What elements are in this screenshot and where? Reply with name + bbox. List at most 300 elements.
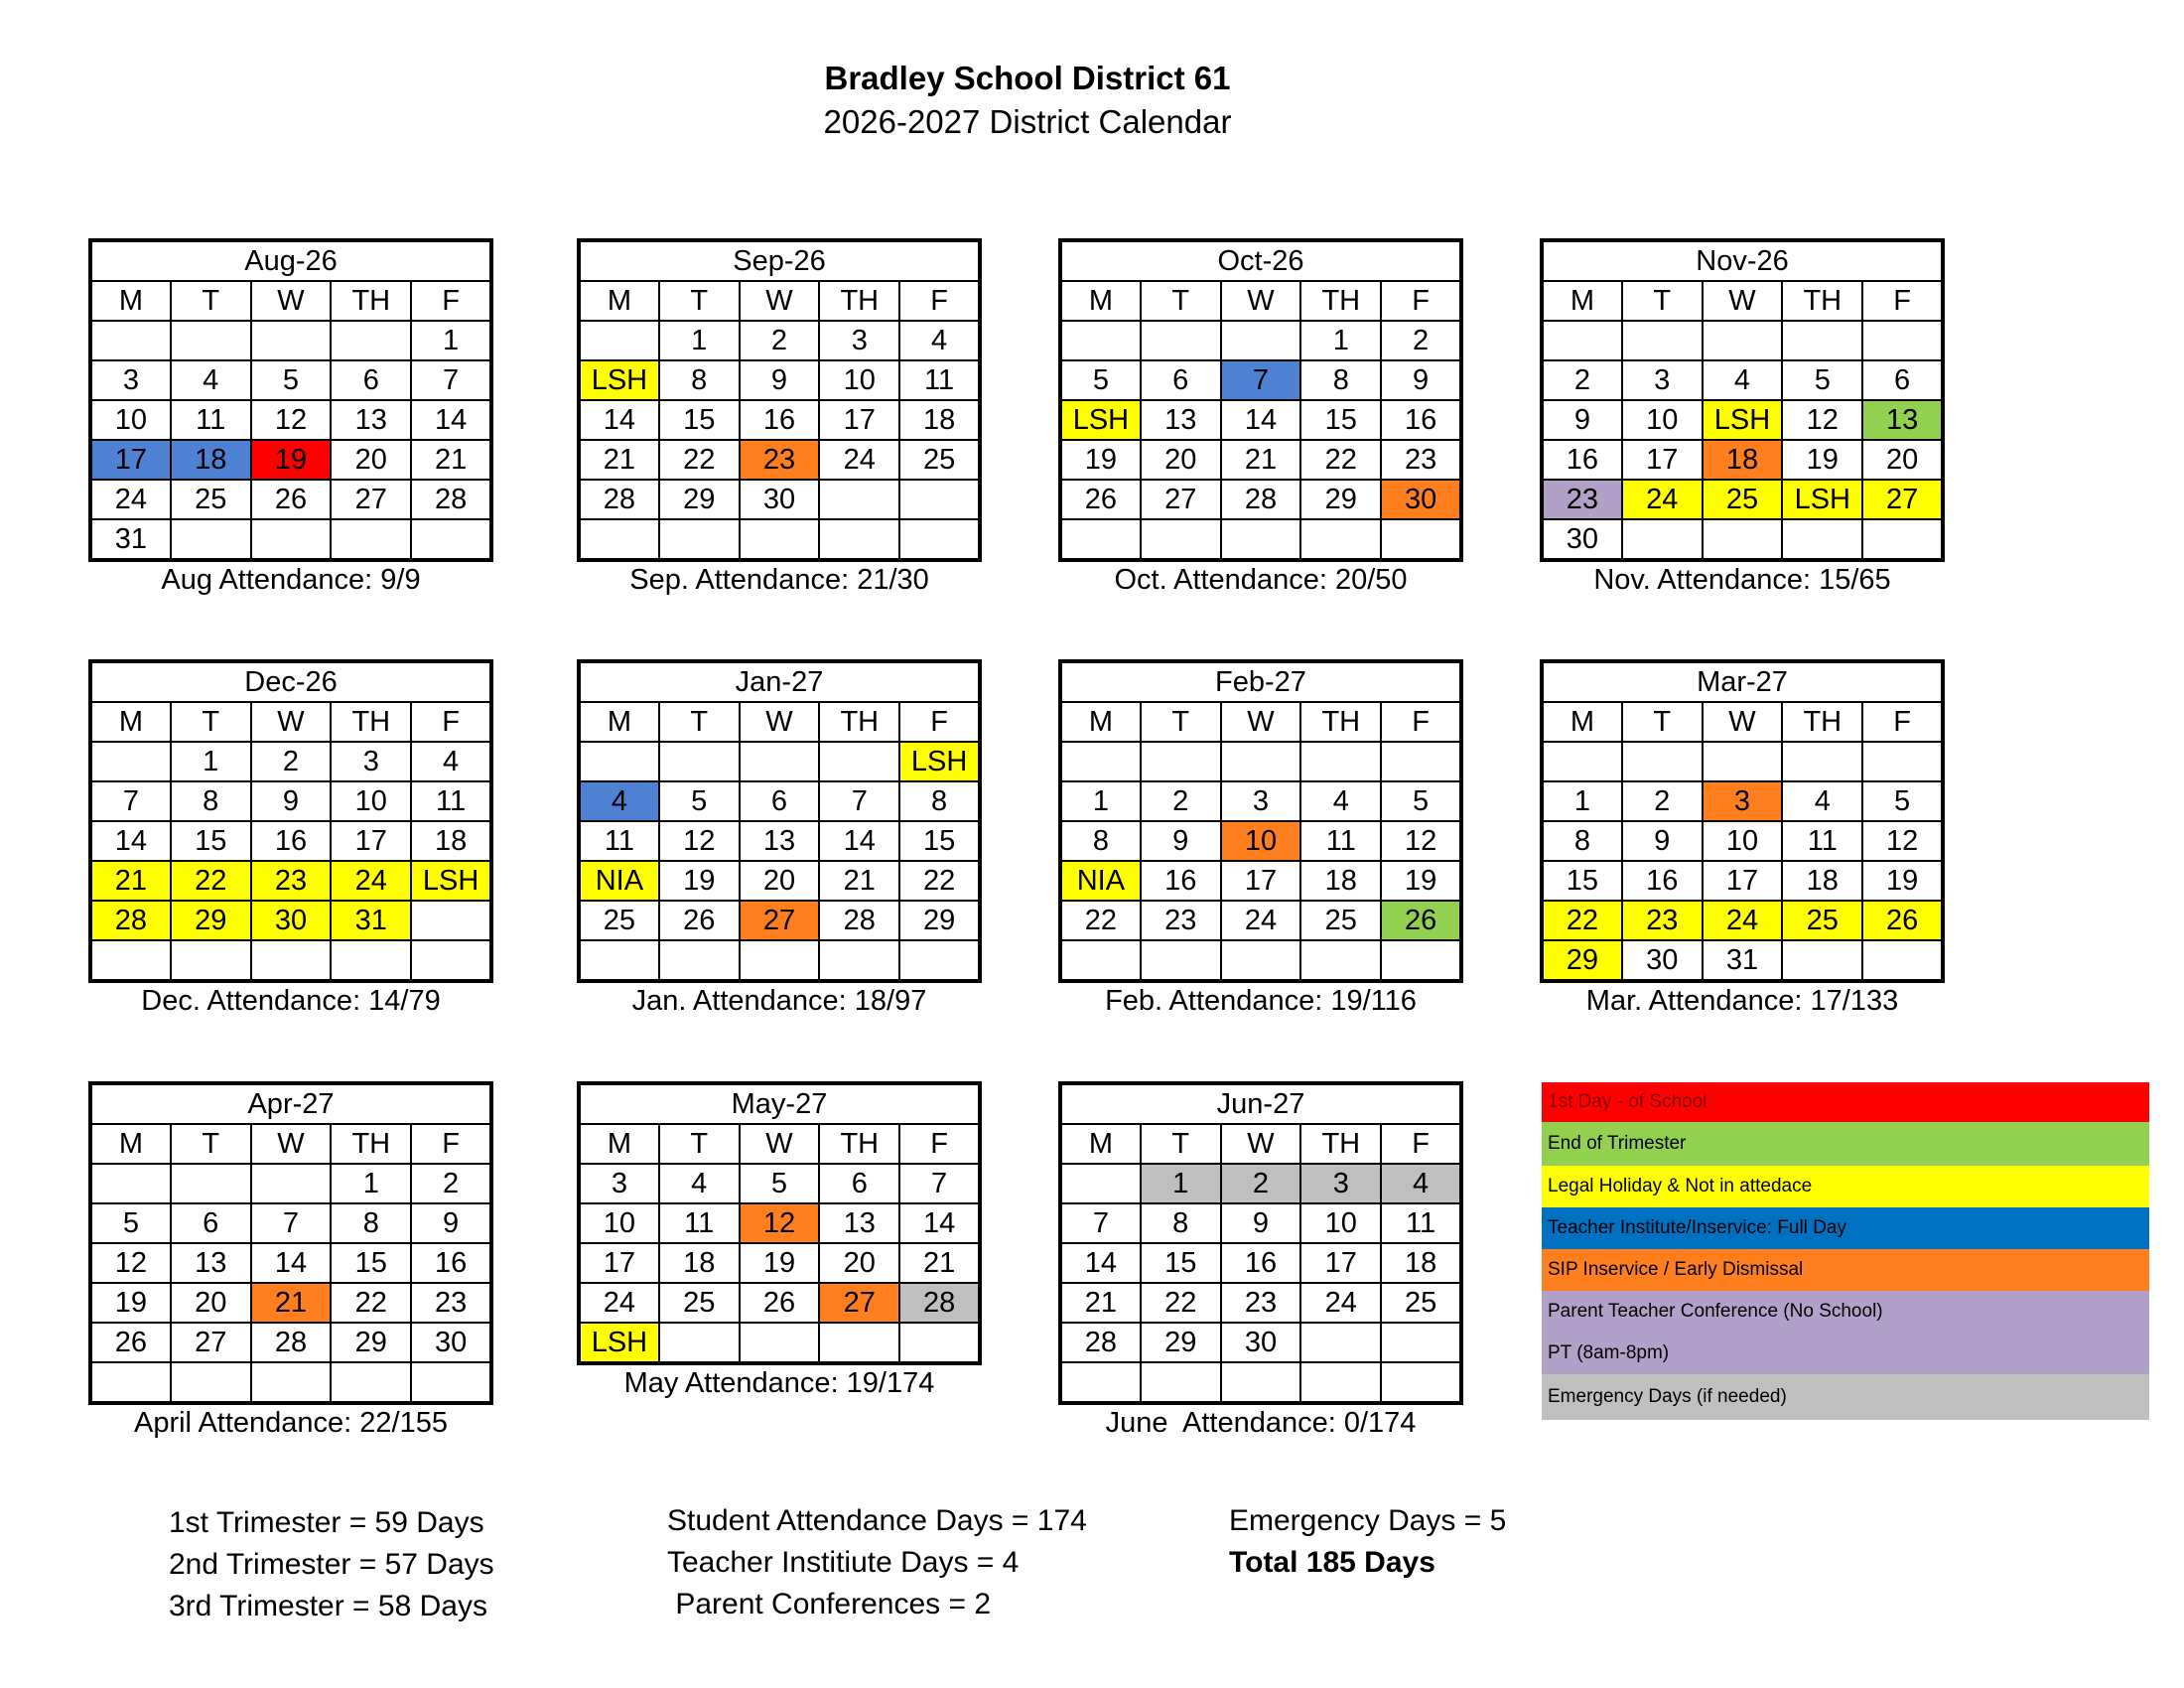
day-cell — [90, 940, 171, 981]
month-attendance: Aug Attendance: 9/9 — [161, 564, 421, 596]
day-cell: 3 — [90, 360, 171, 400]
month-calendar — [1058, 659, 1463, 1018]
day-cell: 21 — [90, 861, 171, 901]
weekday-header: TH — [1782, 702, 1862, 742]
day-cell — [1141, 519, 1221, 560]
total-days: Total 185 Days — [1229, 1546, 1435, 1579]
day-cell: 20 — [819, 1243, 899, 1283]
month-table — [1058, 1081, 1463, 1405]
month-name: Mar-27 — [1542, 661, 1943, 702]
day-cell: 4 — [659, 1164, 740, 1203]
weekday-header: M — [90, 281, 171, 321]
month-calendar — [1058, 238, 1463, 597]
weekday-header: F — [411, 1124, 491, 1164]
day-cell — [899, 519, 980, 560]
day-cell — [1381, 1323, 1461, 1362]
day-cell: 29 — [899, 901, 980, 940]
day-cell: 11 — [659, 1203, 740, 1243]
day-cell: 6 — [1141, 360, 1221, 400]
day-cell — [1381, 1362, 1461, 1403]
day-cell: 14 — [90, 821, 171, 861]
day-cell: NIA — [1060, 861, 1141, 901]
day-cell: 27 — [819, 1283, 899, 1323]
day-cell: 1 — [659, 321, 740, 360]
day-cell: 29 — [1141, 1323, 1221, 1362]
day-cell: 16 — [1542, 440, 1622, 480]
day-cell: 14 — [1221, 400, 1301, 440]
month-calendar — [577, 1081, 982, 1400]
weekday-header: T — [171, 1124, 251, 1164]
weekday-header: F — [1381, 1124, 1461, 1164]
legend-legal-holiday: Legal Holiday & Not in attedace — [1542, 1166, 2149, 1207]
day-cell — [1622, 321, 1703, 360]
weekday-header: TH — [819, 1124, 899, 1164]
day-cell: 28 — [819, 901, 899, 940]
day-cell: 12 — [1381, 821, 1461, 861]
weekday-header: F — [899, 702, 980, 742]
day-cell: 14 — [251, 1243, 332, 1283]
day-cell: 29 — [1300, 480, 1381, 519]
month-name: Nov-26 — [1542, 240, 1943, 281]
month-table — [577, 1081, 982, 1365]
day-cell: 18 — [1300, 861, 1381, 901]
day-cell: 13 — [819, 1203, 899, 1243]
day-cell: 8 — [899, 781, 980, 821]
day-cell — [331, 1362, 411, 1403]
day-cell: 21 — [579, 440, 659, 480]
day-cell: 30 — [1381, 480, 1461, 519]
day-cell: 4 — [579, 781, 659, 821]
day-cell: NIA — [579, 861, 659, 901]
day-cell: 17 — [579, 1243, 659, 1283]
weekday-header: W — [1221, 281, 1301, 321]
weekday-header: T — [659, 702, 740, 742]
day-cell: 12 — [740, 1203, 820, 1243]
day-cell: 3 — [1221, 781, 1301, 821]
weekday-header: W — [1703, 702, 1783, 742]
month-attendance: Dec. Attendance: 14/79 — [141, 985, 441, 1017]
weekday-header: TH — [331, 1124, 411, 1164]
day-cell: LSH — [411, 861, 491, 901]
day-cell — [819, 742, 899, 781]
day-cell: 7 — [251, 1203, 332, 1243]
day-cell: 25 — [171, 480, 251, 519]
day-cell: 5 — [90, 1203, 171, 1243]
day-cell: 18 — [1782, 861, 1862, 901]
day-cell: 7 — [411, 360, 491, 400]
day-cell: 26 — [90, 1323, 171, 1362]
day-cell: 6 — [171, 1203, 251, 1243]
day-cell: 6 — [819, 1164, 899, 1203]
day-cell: 16 — [251, 821, 332, 861]
day-cell — [1060, 1362, 1141, 1403]
day-cell: 22 — [899, 861, 980, 901]
day-cell: 22 — [1141, 1283, 1221, 1323]
day-cell: 8 — [1060, 821, 1141, 861]
day-cell — [1862, 519, 1943, 560]
legend-sip-inservice: SIP Inservice / Early Dismissal — [1542, 1249, 2149, 1291]
day-cell: 23 — [740, 440, 820, 480]
day-cell: 17 — [1622, 440, 1703, 480]
weekday-header: M — [1060, 281, 1141, 321]
day-cell: 24 — [1221, 901, 1301, 940]
day-cell: 27 — [740, 901, 820, 940]
day-cell — [171, 940, 251, 981]
day-cell: 25 — [1782, 901, 1862, 940]
day-cell: 7 — [899, 1164, 980, 1203]
day-cell — [1221, 1362, 1301, 1403]
day-cell: 29 — [171, 901, 251, 940]
day-cell: 3 — [1703, 781, 1783, 821]
weekday-header: TH — [1300, 702, 1381, 742]
weekday-header: F — [1381, 702, 1461, 742]
day-cell: 23 — [1141, 901, 1221, 940]
day-cell — [1300, 1323, 1381, 1362]
day-cell: 30 — [740, 480, 820, 519]
day-cell: 2 — [1381, 321, 1461, 360]
day-cell: LSH — [579, 1323, 659, 1363]
legend-pt-hours: PT (8am-8pm) — [1542, 1333, 2149, 1374]
day-cell — [331, 321, 411, 360]
month-attendance: Mar. Attendance: 17/133 — [1585, 985, 1899, 1017]
month-attendance: May Attendance: 19/174 — [623, 1367, 935, 1399]
day-cell: 15 — [171, 821, 251, 861]
page-title: Bradley School District 61 — [824, 60, 1231, 96]
day-cell: 30 — [251, 901, 332, 940]
day-cell — [1060, 940, 1141, 981]
day-cell: 21 — [1060, 1283, 1141, 1323]
day-cell: 20 — [331, 440, 411, 480]
day-cell — [659, 1323, 740, 1363]
day-cell: 10 — [579, 1203, 659, 1243]
day-cell: 9 — [1381, 360, 1461, 400]
month-attendance: Feb. Attendance: 19/116 — [1105, 985, 1417, 1017]
day-cell: 3 — [819, 321, 899, 360]
day-cell: 26 — [251, 480, 332, 519]
day-cell: 2 — [411, 1164, 491, 1203]
day-cell — [1300, 1362, 1381, 1403]
day-cell: 13 — [740, 821, 820, 861]
trimester-summary — [169, 1502, 494, 1627]
day-cell: 28 — [90, 901, 171, 940]
day-cell: 3 — [579, 1164, 659, 1203]
day-cell — [1703, 742, 1783, 781]
day-cell: 14 — [411, 400, 491, 440]
month-table — [88, 1081, 493, 1405]
weekday-header: W — [740, 281, 820, 321]
month-calendar — [1540, 659, 1945, 1018]
day-cell: 25 — [579, 901, 659, 940]
day-cell — [171, 1164, 251, 1203]
day-cell: 16 — [1622, 861, 1703, 901]
month-attendance: Oct. Attendance: 20/50 — [1114, 564, 1408, 596]
day-cell: LSH — [1782, 480, 1862, 519]
day-cell: 10 — [1703, 821, 1783, 861]
day-cell: 24 — [1703, 901, 1783, 940]
day-cell: 16 — [1381, 400, 1461, 440]
day-cell — [1862, 321, 1943, 360]
weekday-header: F — [411, 281, 491, 321]
month-table — [88, 659, 493, 983]
day-cell: 14 — [819, 821, 899, 861]
day-cell: 24 — [1300, 1283, 1381, 1323]
day-cell: 13 — [171, 1243, 251, 1283]
day-cell: 29 — [659, 480, 740, 519]
day-cell: 19 — [251, 440, 332, 480]
month-name: Feb-27 — [1060, 661, 1461, 702]
day-cell: 11 — [411, 781, 491, 821]
day-cell: 15 — [899, 821, 980, 861]
day-cell: 8 — [171, 781, 251, 821]
day-cell — [1141, 940, 1221, 981]
day-cell: 13 — [1862, 400, 1943, 440]
month-name: Jan-27 — [579, 661, 980, 702]
day-cell — [1300, 742, 1381, 781]
day-cell — [411, 1362, 491, 1403]
day-cell — [899, 1323, 980, 1363]
day-cell: 10 — [90, 400, 171, 440]
day-cell: 1 — [1141, 1164, 1221, 1203]
day-cell: 26 — [740, 1283, 820, 1323]
day-cell — [171, 321, 251, 360]
day-cell: 27 — [1862, 480, 1943, 519]
day-cell: 20 — [740, 861, 820, 901]
day-cell: 19 — [659, 861, 740, 901]
month-calendar — [88, 1081, 493, 1440]
day-cell: 11 — [1300, 821, 1381, 861]
day-cell: 21 — [899, 1243, 980, 1283]
day-cell — [1141, 321, 1221, 360]
day-cell: 31 — [90, 519, 171, 560]
day-cell — [1221, 519, 1301, 560]
day-cell: 5 — [251, 360, 332, 400]
day-cell: 3 — [331, 742, 411, 781]
day-cell: 8 — [331, 1203, 411, 1243]
day-cell — [251, 940, 332, 981]
day-cell: 4 — [1300, 781, 1381, 821]
day-cell: 7 — [90, 781, 171, 821]
day-cell — [1221, 321, 1301, 360]
day-cell: 25 — [1703, 480, 1783, 519]
day-cell — [740, 742, 820, 781]
day-cell — [171, 519, 251, 560]
day-cell: 28 — [251, 1323, 332, 1362]
day-cell — [251, 519, 332, 560]
legend-teacher-institute: Teacher Institute/Inservice: Full Day — [1542, 1207, 2149, 1249]
day-cell: 2 — [1542, 360, 1622, 400]
day-cell: 2 — [740, 321, 820, 360]
day-cell: 5 — [1782, 360, 1862, 400]
day-cell — [90, 321, 171, 360]
day-cell: 3 — [1622, 360, 1703, 400]
day-cell — [251, 1164, 332, 1203]
day-cell: 24 — [1622, 480, 1703, 519]
day-cell — [1622, 519, 1703, 560]
day-cell: 9 — [1622, 821, 1703, 861]
day-cell — [1221, 940, 1301, 981]
student-attendance-days: Student Attendance Days = 174 — [667, 1504, 1087, 1537]
day-cell: 11 — [579, 821, 659, 861]
month-attendance: April Attendance: 22/155 — [133, 1407, 448, 1439]
legend — [1542, 1082, 2149, 1420]
legend-first-day: 1st Day - of School — [1542, 1082, 2149, 1122]
month-calendar — [1540, 238, 1945, 597]
day-cell: 10 — [331, 781, 411, 821]
totals-summary — [1229, 1500, 1506, 1584]
day-cell: 18 — [411, 821, 491, 861]
day-cell: 28 — [1221, 480, 1301, 519]
day-cell: 15 — [1300, 400, 1381, 440]
weekday-header: M — [1060, 1124, 1141, 1164]
day-cell: 10 — [1221, 821, 1301, 861]
day-cell: 1 — [1300, 321, 1381, 360]
weekday-header: TH — [819, 702, 899, 742]
weekday-header: W — [1221, 1124, 1301, 1164]
day-cell: 19 — [1782, 440, 1862, 480]
weekday-header: M — [579, 702, 659, 742]
day-cell: 15 — [331, 1243, 411, 1283]
weekday-header: F — [899, 1124, 980, 1164]
day-cell: 15 — [1542, 861, 1622, 901]
weekday-header: F — [411, 702, 491, 742]
month-calendar — [88, 238, 493, 597]
day-cell: 19 — [90, 1283, 171, 1323]
day-cell: 17 — [1703, 861, 1783, 901]
day-cell: 26 — [1862, 901, 1943, 940]
day-cell — [1703, 321, 1783, 360]
day-cell: 31 — [331, 901, 411, 940]
day-cell: 18 — [899, 400, 980, 440]
day-cell: 1 — [1542, 781, 1622, 821]
day-cell: 9 — [1542, 400, 1622, 440]
day-cell — [1862, 742, 1943, 781]
day-cell: 2 — [251, 742, 332, 781]
month-attendance: Sep. Attendance: 21/30 — [629, 564, 929, 596]
day-cell: 18 — [171, 440, 251, 480]
day-cell: 1 — [1060, 781, 1141, 821]
day-cell: 7 — [1060, 1203, 1141, 1243]
parent-conferences: Parent Conferences = 2 — [667, 1588, 992, 1620]
day-cell: 14 — [1060, 1243, 1141, 1283]
day-cell — [1542, 321, 1622, 360]
weekday-header: T — [659, 281, 740, 321]
day-cell: 23 — [1381, 440, 1461, 480]
day-cell — [740, 1323, 820, 1363]
day-cell — [579, 742, 659, 781]
day-cell: 24 — [331, 861, 411, 901]
day-cell: 10 — [1300, 1203, 1381, 1243]
day-cell: 2 — [1622, 781, 1703, 821]
month-attendance: Jan. Attendance: 18/97 — [631, 985, 927, 1017]
day-cell — [1782, 321, 1862, 360]
day-cell: 29 — [331, 1323, 411, 1362]
day-cell: 21 — [819, 861, 899, 901]
day-cell: 17 — [90, 440, 171, 480]
day-cell — [90, 742, 171, 781]
day-cell — [331, 519, 411, 560]
day-cell: 4 — [411, 742, 491, 781]
day-cell — [899, 480, 980, 519]
month-table — [1058, 659, 1463, 983]
day-cell — [251, 321, 332, 360]
month-table — [1058, 238, 1463, 562]
month-name: Sep-26 — [579, 240, 980, 281]
day-cell: 8 — [1300, 360, 1381, 400]
day-cell: 19 — [1381, 861, 1461, 901]
month-calendar — [1058, 1081, 1463, 1440]
day-cell: 12 — [1862, 821, 1943, 861]
month-attendance: June Attendance: 0/174 — [1105, 1407, 1417, 1439]
day-cell — [1703, 519, 1783, 560]
day-cell: 16 — [1141, 861, 1221, 901]
day-cell: 28 — [899, 1283, 980, 1323]
day-cell: 14 — [579, 400, 659, 440]
weekday-header: F — [1381, 281, 1461, 321]
day-cell: LSH — [1703, 400, 1783, 440]
day-cell: 9 — [740, 360, 820, 400]
day-cell: 16 — [740, 400, 820, 440]
day-cell: 23 — [1622, 901, 1703, 940]
weekday-header: T — [1141, 1124, 1221, 1164]
day-cell: 2 — [1221, 1164, 1301, 1203]
day-cell: 23 — [251, 861, 332, 901]
day-cell: LSH — [579, 360, 659, 400]
day-cell — [1060, 519, 1141, 560]
weekday-header: M — [1060, 702, 1141, 742]
day-cell — [899, 940, 980, 981]
day-cell — [171, 1362, 251, 1403]
day-cell: 20 — [1141, 440, 1221, 480]
day-cell — [1381, 519, 1461, 560]
day-cell — [90, 1362, 171, 1403]
legend-emergency-days: Emergency Days (if needed) — [1542, 1374, 2149, 1420]
day-cell — [819, 519, 899, 560]
weekday-header: W — [1703, 281, 1783, 321]
day-cell — [1782, 940, 1862, 981]
day-cell: 17 — [1300, 1243, 1381, 1283]
weekday-header: W — [740, 1124, 820, 1164]
legend-end-of-trimester: End of Trimester — [1542, 1122, 2149, 1166]
day-cell: 7 — [819, 781, 899, 821]
day-cell: 8 — [659, 360, 740, 400]
day-cell — [1060, 742, 1141, 781]
day-cell: 26 — [1060, 480, 1141, 519]
day-cell: 9 — [251, 781, 332, 821]
day-cell: 30 — [1542, 519, 1622, 560]
weekday-header: T — [1622, 281, 1703, 321]
weekday-header: TH — [1300, 281, 1381, 321]
weekday-header: M — [1542, 281, 1622, 321]
day-cell: 2 — [1141, 781, 1221, 821]
day-cell: 25 — [1300, 901, 1381, 940]
day-cell: 22 — [331, 1283, 411, 1323]
day-cell — [819, 940, 899, 981]
day-cell — [819, 1323, 899, 1363]
day-cell — [579, 940, 659, 981]
day-cell: 4 — [1381, 1164, 1461, 1203]
attendance-summary — [667, 1500, 1087, 1625]
day-cell: 4 — [1703, 360, 1783, 400]
day-cell: 10 — [1622, 400, 1703, 440]
weekday-header: M — [90, 1124, 171, 1164]
day-cell: 16 — [1221, 1243, 1301, 1283]
weekday-header: T — [1141, 281, 1221, 321]
day-cell: 24 — [90, 480, 171, 519]
day-cell: 9 — [411, 1203, 491, 1243]
weekday-header: T — [1622, 702, 1703, 742]
month-calendar — [577, 238, 982, 597]
weekday-header: F — [1862, 702, 1943, 742]
